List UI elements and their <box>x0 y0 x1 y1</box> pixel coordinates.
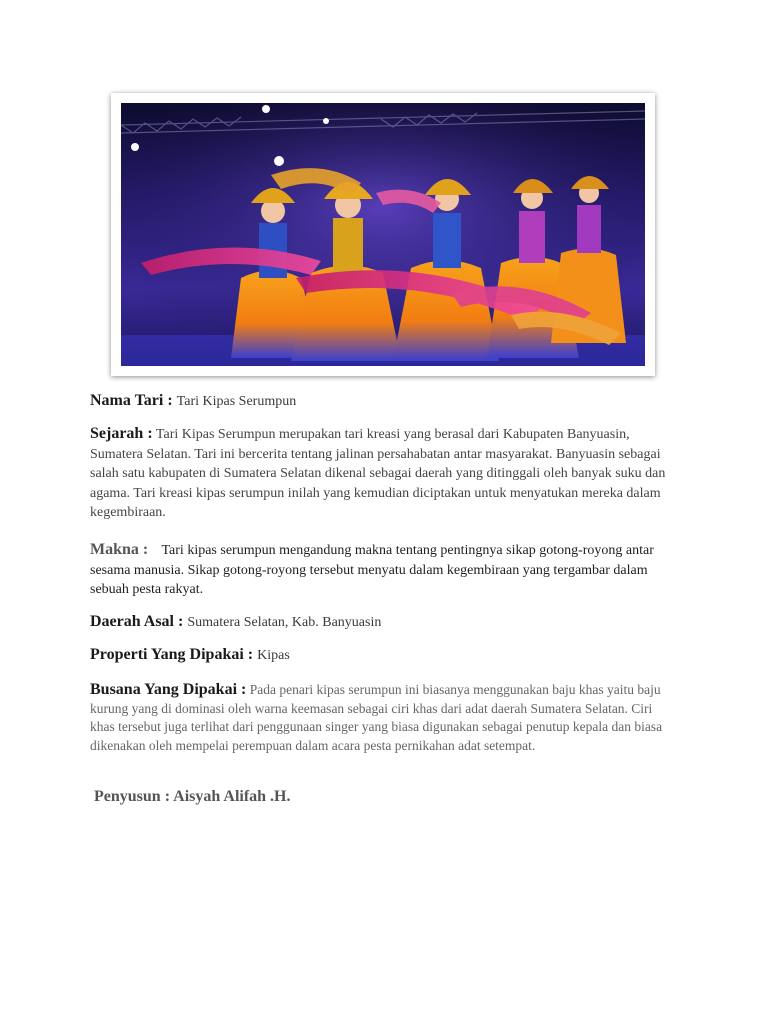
dance-photo-illustration <box>121 103 645 366</box>
field-busana <box>90 681 670 755</box>
value-daerah-asal: Sumatera Selatan, Kab. Banyuasin <box>187 615 382 630</box>
value-busana: Pada penari kipas serumpun ini biasanya menggunakan baju khas yaitu baju kurung yang di dominasi oleh warna keemasan sebagai ciri khas dari adat daerah Sumatera Selatan. Ciri khas tersebut juga terlihat dari penggunaan singer yang biasa digunakan sebagai penutup kepala dan biasa dikenakan oleh mempelai perempuan dalam acara pesta pernikahan adat setempat. <box>90 682 663 753</box>
dance-photo <box>121 103 645 366</box>
field-sejarah <box>90 424 670 523</box>
author-credit: Penyusun : Aisyah Alifah .H. <box>94 788 291 805</box>
field-properti <box>90 646 290 664</box>
label-sejarah: Sejarah : <box>90 425 153 442</box>
label-daerah-asal: Daerah Asal : <box>90 613 184 630</box>
label-busana: Busana Yang Dipakai : <box>90 681 247 698</box>
value-makna: Tari kipas serumpun mengandung makna tentang pentingnya sikap gotong-royong antar sesama manusia. Sikap gotong-royong tersebut menyatu dalam kegembiraan yang tergambar dalam sebuah pesta rakyat. <box>90 543 654 597</box>
field-daerah-asal <box>90 613 381 631</box>
label-properti: Properti Yang Dipakai : <box>90 646 254 663</box>
value-properti: Kipas <box>257 648 290 663</box>
field-makna <box>90 540 670 600</box>
field-nama-tari <box>90 392 296 410</box>
value-nama-tari: Tari Kipas Serumpun <box>176 394 297 409</box>
photo-frame <box>111 93 655 376</box>
value-sejarah: Tari Kipas Serumpun merupakan tari kreasi yang berasal dari Kabupaten Banyuasin, Sumatera Selatan. Tari ini bercerita tentang jalinan persahabatan antar masyarakat. Banyuasin sebagai salah satu kabupaten di Sumatera Selatan dikenal sebagai daerah yang ditinggali oleh banyak suku dan agama. Tari kreasi kipas serumpun inilah yang kemudian diciptakan untuk menyatukan mereka dalam kegembiraan. <box>90 427 666 520</box>
label-makna: Makna : <box>90 541 149 558</box>
label-nama-tari: Nama Tari : <box>90 392 173 409</box>
